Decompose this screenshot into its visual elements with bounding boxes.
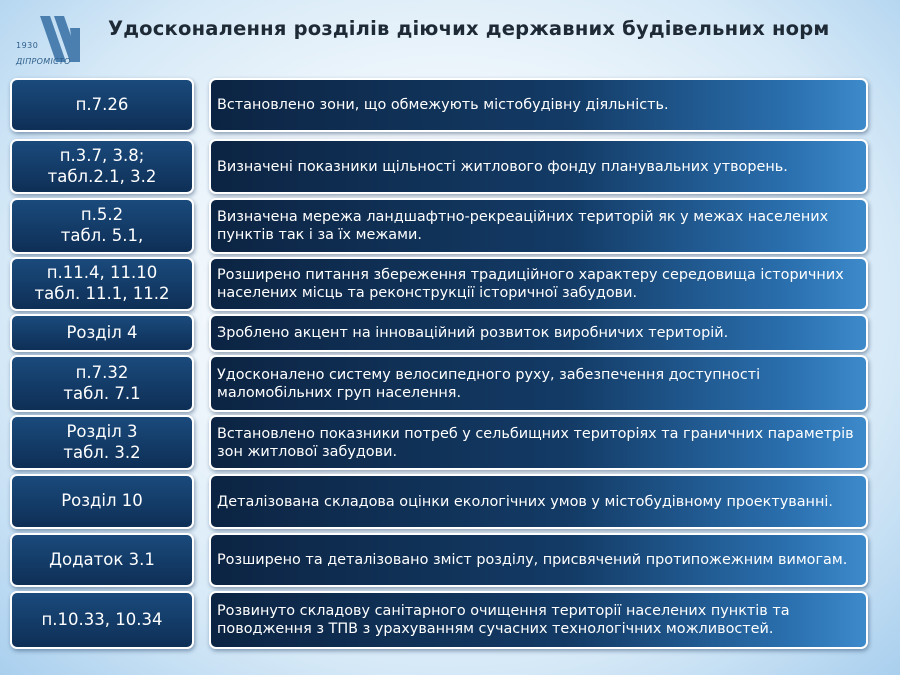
norm-reference: Розділ 3 табл. 3.2 (10, 415, 194, 470)
norm-description: Встановлено показники потреб у сельбищних територіях та граничних параметрів зон житлової забудови. (209, 415, 868, 470)
norm-reference: Розділ 10 (10, 474, 194, 529)
norm-description: Удосконалено систему велосипедного руху, забезпечення доступності маломобільних груп населення. (209, 355, 868, 412)
logo-name: ДІПРОМІСТО (16, 57, 71, 66)
logo-year: 1930 (16, 41, 39, 50)
page-title: Удосконалення розділів діючих державних будівельних норм (108, 17, 830, 40)
norm-description: Розширено питання збереження традиційного характеру середовища історичних населених місць та реконструкції історичної забудови. (209, 257, 868, 311)
norm-reference: п.10.33, 10.34 (10, 591, 194, 649)
norm-description: Встановлено зони, що обмежують містобудівну діяльність. (209, 78, 868, 132)
norm-reference: п.7.26 (10, 78, 194, 132)
norm-reference: п.11.4, 11.10 табл. 11.1, 11.2 (10, 257, 194, 311)
norm-reference: п.7.32 табл. 7.1 (10, 355, 194, 412)
norm-description: Розширено та деталізовано зміст розділу, присвячений протипожежним вимогам. (209, 533, 868, 587)
norm-reference: Додаток 3.1 (10, 533, 194, 587)
norm-reference: Розділ 4 (10, 314, 194, 352)
norm-description: Розвинуто складову санітарного очищення території населених пунктів та поводження з ТПВ з урахуванням сучасних технологічних можливостей. (209, 591, 868, 649)
norm-description: Деталізована складова оцінки екологічних умов у містобудівному проектуванні. (209, 474, 868, 529)
norm-description: Визначені показники щільності житлового фонду планувальних утворень. (209, 139, 868, 194)
norm-description: Зроблено акцент на інноваційний розвиток виробничих територій. (209, 314, 868, 352)
logo (16, 14, 88, 68)
norm-reference: п.5.2 табл. 5.1, (10, 198, 194, 254)
norm-description: Визначена мережа ландшафтно-рекреаційних територій як у межах населених пунктів так і за їх межами. (209, 198, 868, 254)
norm-reference: п.3.7, 3.8; табл.2.1, 3.2 (10, 139, 194, 194)
